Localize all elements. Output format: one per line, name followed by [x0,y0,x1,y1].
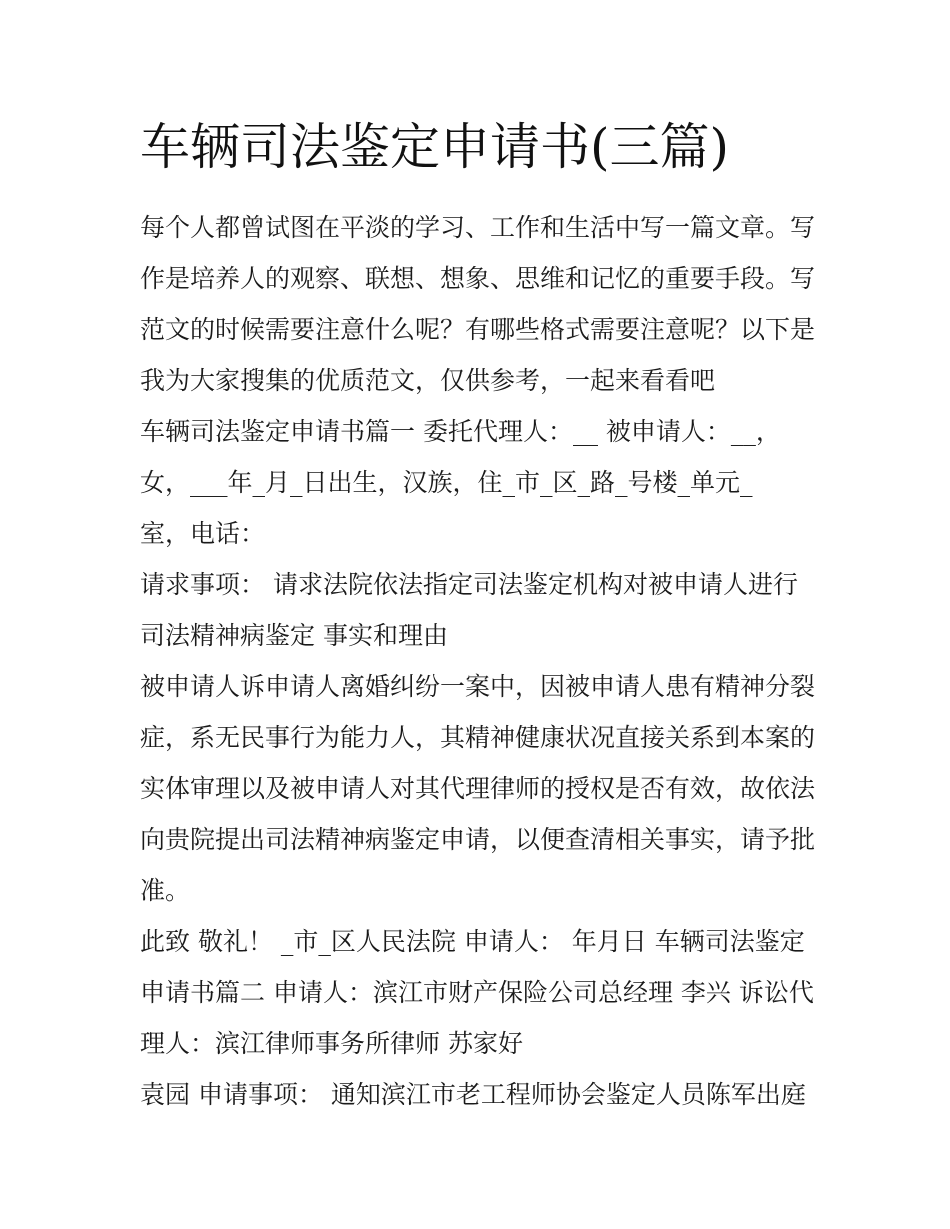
body-line-5: 车辆司法鉴定申请书篇一 委托代理人：__ 被申请人：__， [140,417,781,446]
body-line-15: 此致 敬礼！ _市_区人民法院 申请人： 年月日 车辆司法鉴定 [140,927,805,956]
body-line-3: 范文的时候需要注意什么呢？有哪些格式需要注意呢？以下是 [140,315,816,344]
body-line-16: 申请书篇二 申请人：滨江市财产保险公司总经理 李兴 诉讼代 [140,978,814,1007]
body-line-18: 袁园 申请事项： 通知滨江市老工程师协会鉴定人员陈军出庭 [140,1080,806,1109]
body-line-17: 理人：滨江律师事务所律师 苏家好 [140,1029,523,1058]
body-line-9: 司法精神病鉴定 事实和理由 [140,621,448,650]
body-line-10: 被申请人诉申请人离婚纠纷一案中，因被申请人患有精神分裂 [140,672,816,701]
body-line-2: 作是培养人的观察、联想、想象、思维和记忆的重要手段。写 [140,264,816,293]
document-title: 车辆司法鉴定申请书(三篇) [140,118,730,176]
body-line-8: 请求事项： 请求法院依法指定司法鉴定机构对被申请人进行 [140,570,798,599]
body-line-14: 准。 [140,876,191,905]
document-body [140,202,820,1120]
body-line-1: 每个人都曾试图在平淡的学习、工作和生活中写一篇文章。写 [140,213,816,242]
body-line-11: 症，系无民事行为能力人，其精神健康状况直接关系到本案的 [140,723,816,752]
body-line-6: 女，___年_月_日出生，汉族，住_市_区_路_号楼_单元_ [140,468,753,497]
body-line-4: 我为大家搜集的优质范文，仅供参考，一起来看看吧 [140,366,716,395]
body-line-12: 实体审理以及被申请人对其代理律师的授权是否有效，故依法 [140,774,816,803]
body-line-7: 室，电话： [140,519,266,548]
body-line-13: 向贵院提出司法精神病鉴定申请，以便查清相关事实，请予批 [140,825,816,854]
